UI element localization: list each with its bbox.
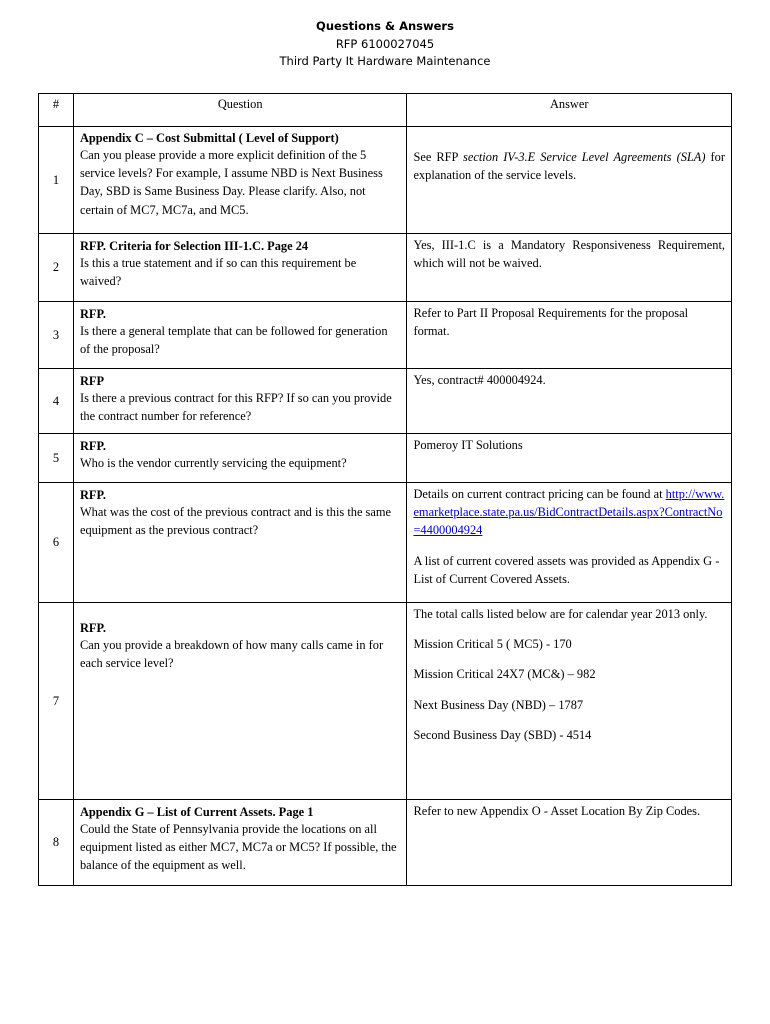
answer-section-reference: section IV-3.E Service Level Agreements (SLA) [463, 150, 706, 164]
table-row [39, 127, 732, 234]
answer-text-pre: See RFP [413, 150, 464, 164]
row-number: 2 [39, 234, 74, 302]
document-header [0, 18, 770, 71]
row-number: 3 [39, 302, 74, 369]
answer-cell: Yes, III-1.C is a Mandatory Responsiveness Requirement, which will not be waived. [407, 234, 732, 302]
table-row [39, 302, 732, 369]
table-row [39, 603, 732, 800]
question-cell [73, 434, 406, 483]
question-text: Can you provide a breakdown of how many calls came in for each service level? [79, 638, 384, 671]
call-count-line: Next Business Day (NBD) – 1787 [413, 697, 584, 712]
qa-table [38, 93, 732, 886]
column-header-answer: Answer [407, 94, 732, 127]
question-cell [73, 483, 406, 603]
question-cell [73, 234, 406, 302]
question-cell [73, 369, 406, 434]
question-text: Could the State of Pennsylvania provide the locations on all equipment listed as either MC7, MC7a or MC5? If possible, the balance of the equipment as well. [79, 822, 397, 873]
row-number: 5 [39, 434, 74, 483]
answer-cell: Yes, contract# 400004924. [407, 369, 732, 434]
question-text: What was the cost of the previous contract and is this the same equipment as the previous contract? [79, 505, 392, 538]
question-cell [73, 302, 406, 369]
answer-cell: Refer to new Appendix O - Asset Location By Zip Codes. [407, 800, 732, 886]
question-cell [73, 800, 406, 886]
table-header-row [39, 94, 732, 127]
answer-paragraph [413, 485, 725, 540]
answer-cell: Refer to Part II Proposal Requirements for the proposal format. [407, 302, 732, 369]
answer-paragraph: The total calls listed below are for calendar year 2013 only. [413, 607, 708, 621]
answer-cell [407, 127, 732, 234]
question-text: Who is the vendor currently servicing the equipment? [79, 456, 347, 470]
row-number: 7 [39, 603, 74, 800]
document-title: Questions & Answers [316, 19, 454, 33]
question-title: Appendix C – Cost Submittal ( Level of Support) [79, 131, 339, 145]
answer-text-post: for explanation of the service levels. [413, 150, 725, 183]
call-count-line: Mission Critical 24X7 (MC&) – 982 [413, 667, 596, 682]
question-title: RFP. Criteria for Selection III-1.C. Page 24 [79, 239, 309, 253]
question-title: Appendix G – List of Current Assets. Page 1 [79, 805, 314, 819]
table-row [39, 434, 732, 483]
answer-cell [407, 603, 732, 800]
row-number: 1 [39, 127, 74, 234]
question-title: RFP [79, 374, 105, 388]
contract-details-link[interactable]: http://www.emarketplace.state.pa.us/BidContractDetails.aspx?ContractNo=4400004924 [413, 487, 725, 538]
question-title: RFP. [79, 488, 106, 502]
question-title: RFP. [79, 307, 106, 321]
document-subtitle: Third Party It Hardware Maintenance [279, 54, 491, 68]
column-header-question: Question [73, 94, 406, 127]
call-count-line: Mission Critical 5 ( MC5) - 170 [413, 637, 572, 652]
question-title: RFP. [79, 439, 106, 453]
answer-text: Details on current contract pricing can be found at [413, 487, 666, 501]
answer-cell: Pomeroy IT Solutions [407, 434, 732, 483]
question-title: RFP. [79, 621, 106, 635]
table-row [39, 483, 732, 603]
question-text: Is there a general template that can be followed for generation of the proposal? [79, 324, 388, 357]
answer-cell [407, 483, 732, 603]
row-number: 8 [39, 800, 74, 886]
question-cell [73, 127, 406, 234]
column-header-number: # [39, 94, 74, 127]
answer-paragraph: A list of current covered assets was provided as Appendix G - List of Current Covered Assets. [413, 553, 720, 586]
table-row [39, 800, 732, 886]
question-text: Is this a true statement and if so can this requirement be waived? [79, 256, 357, 289]
rfp-number: RFP 6100027045 [335, 36, 435, 51]
question-text: Is there a previous contract for this RFP? If so can you provide the contract number for reference? [79, 391, 392, 424]
table-row [39, 234, 732, 302]
question-cell [73, 603, 406, 800]
row-number: 6 [39, 483, 74, 603]
row-number: 4 [39, 369, 74, 434]
call-count-line: Second Business Day (SBD) - 4514 [413, 727, 592, 742]
question-text: Can you please provide a more explicit definition of the 5 service levels? For example, I assume NBD is Next Business Day, SBD is Same Business Day. Please clarify. Also, not certain of MC7, MC7a, and MC5. [79, 148, 383, 217]
table-row [39, 369, 732, 434]
